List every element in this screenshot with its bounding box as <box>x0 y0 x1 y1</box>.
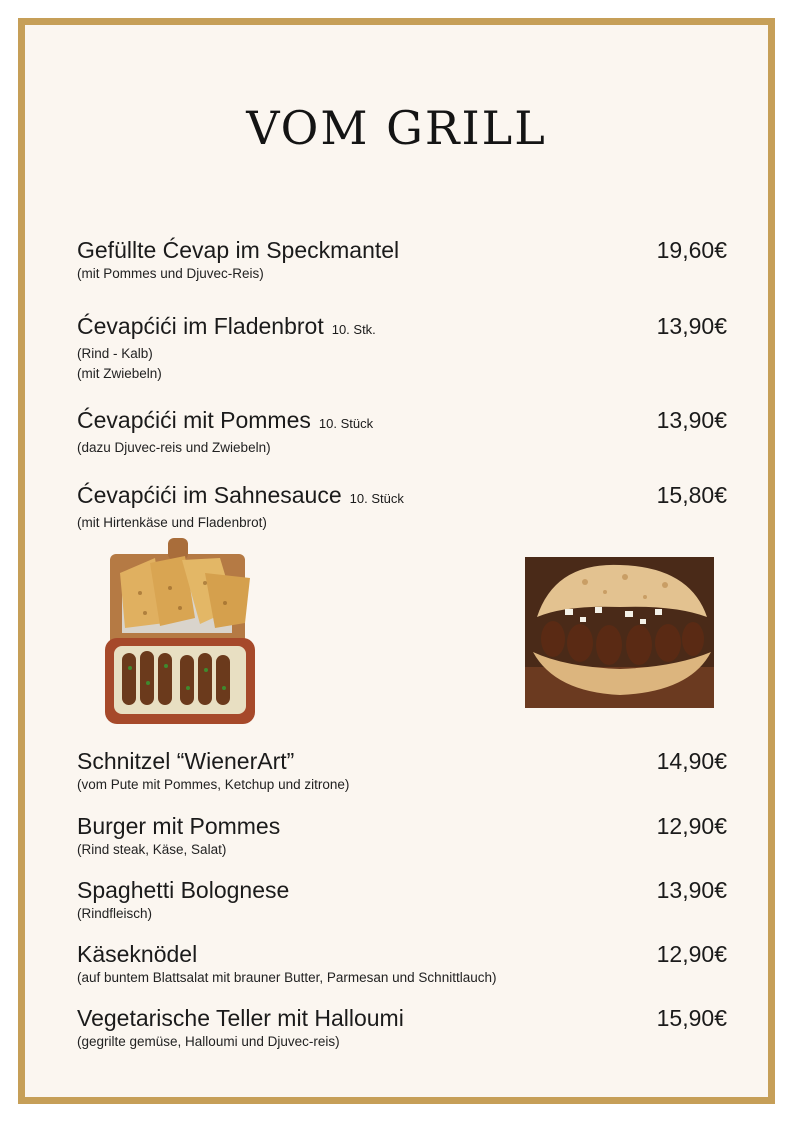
item-desc: (Rindfleisch) <box>77 906 153 921</box>
item-qty: 10. Stück <box>318 416 374 431</box>
item-name: Ćevapćići im Sahnesauce <box>77 482 342 508</box>
item-price: 12,90€ <box>656 813 727 839</box>
item-price: 13,90€ <box>656 407 727 433</box>
item-desc: (dazu Djuvec-reis und Zwiebeln) <box>77 440 271 455</box>
item-name: Burger mit Pommes <box>77 813 281 839</box>
item-name: Käseknödel <box>77 941 198 967</box>
cevapcici-sahnesauce-photo <box>100 538 260 728</box>
item-name: Vegetarische Teller mit Halloumi <box>77 1005 404 1031</box>
item-qty: 10. Stk. <box>331 322 376 337</box>
item-desc: (Rind steak, Käse, Salat) <box>77 842 227 857</box>
menu-item <box>77 406 727 458</box>
item-desc: (mit Pommes und Djuvec-Reis) <box>77 266 264 281</box>
item-price: 15,90€ <box>656 1005 727 1031</box>
item-name: Gefüllte Ćevap im Speckmantel <box>77 237 400 263</box>
menu-item <box>77 876 727 924</box>
item-desc: (vom Pute mit Pommes, Ketchup und zitrone) <box>77 777 350 792</box>
menu-item <box>77 312 727 384</box>
item-price: 15,80€ <box>656 482 727 508</box>
item-price: 12,90€ <box>656 941 727 967</box>
item-name: Spaghetti Bolognese <box>77 877 290 903</box>
item-name: Ćevapćići im Fladenbrot <box>77 313 324 339</box>
item-qty: 10. Stück <box>349 491 404 506</box>
menu-item <box>77 940 727 988</box>
menu-item <box>77 481 727 533</box>
menu-item <box>77 1004 727 1052</box>
menu-title: VOM GRILL <box>246 101 547 155</box>
item-desc: (auf buntem Blattsalat mit brauner Butter, Parmesan und Schnittlauch) <box>77 970 497 985</box>
item-desc: (mit Hirtenkäse und Fladenbrot) <box>77 515 267 530</box>
menu-item <box>77 812 727 860</box>
menu-item <box>77 747 727 795</box>
item-price: 13,90€ <box>656 313 727 339</box>
item-desc: (gegrilte gemüse, Halloumi und Djuvec-reis) <box>77 1034 340 1049</box>
cevapcici-fladenbrot-photo <box>525 557 714 708</box>
item-price: 19,60€ <box>656 237 727 263</box>
item-price: 14,90€ <box>656 748 727 774</box>
menu-page <box>18 18 775 1104</box>
item-price: 13,90€ <box>656 877 727 903</box>
item-desc: (mit Zwiebeln) <box>77 366 162 381</box>
item-name: Ćevapćići mit Pommes <box>77 407 311 433</box>
menu-item <box>77 236 727 284</box>
item-desc: (Rind - Kalb) <box>77 346 153 361</box>
item-name: Schnitzel “WienerArt” <box>77 748 295 774</box>
